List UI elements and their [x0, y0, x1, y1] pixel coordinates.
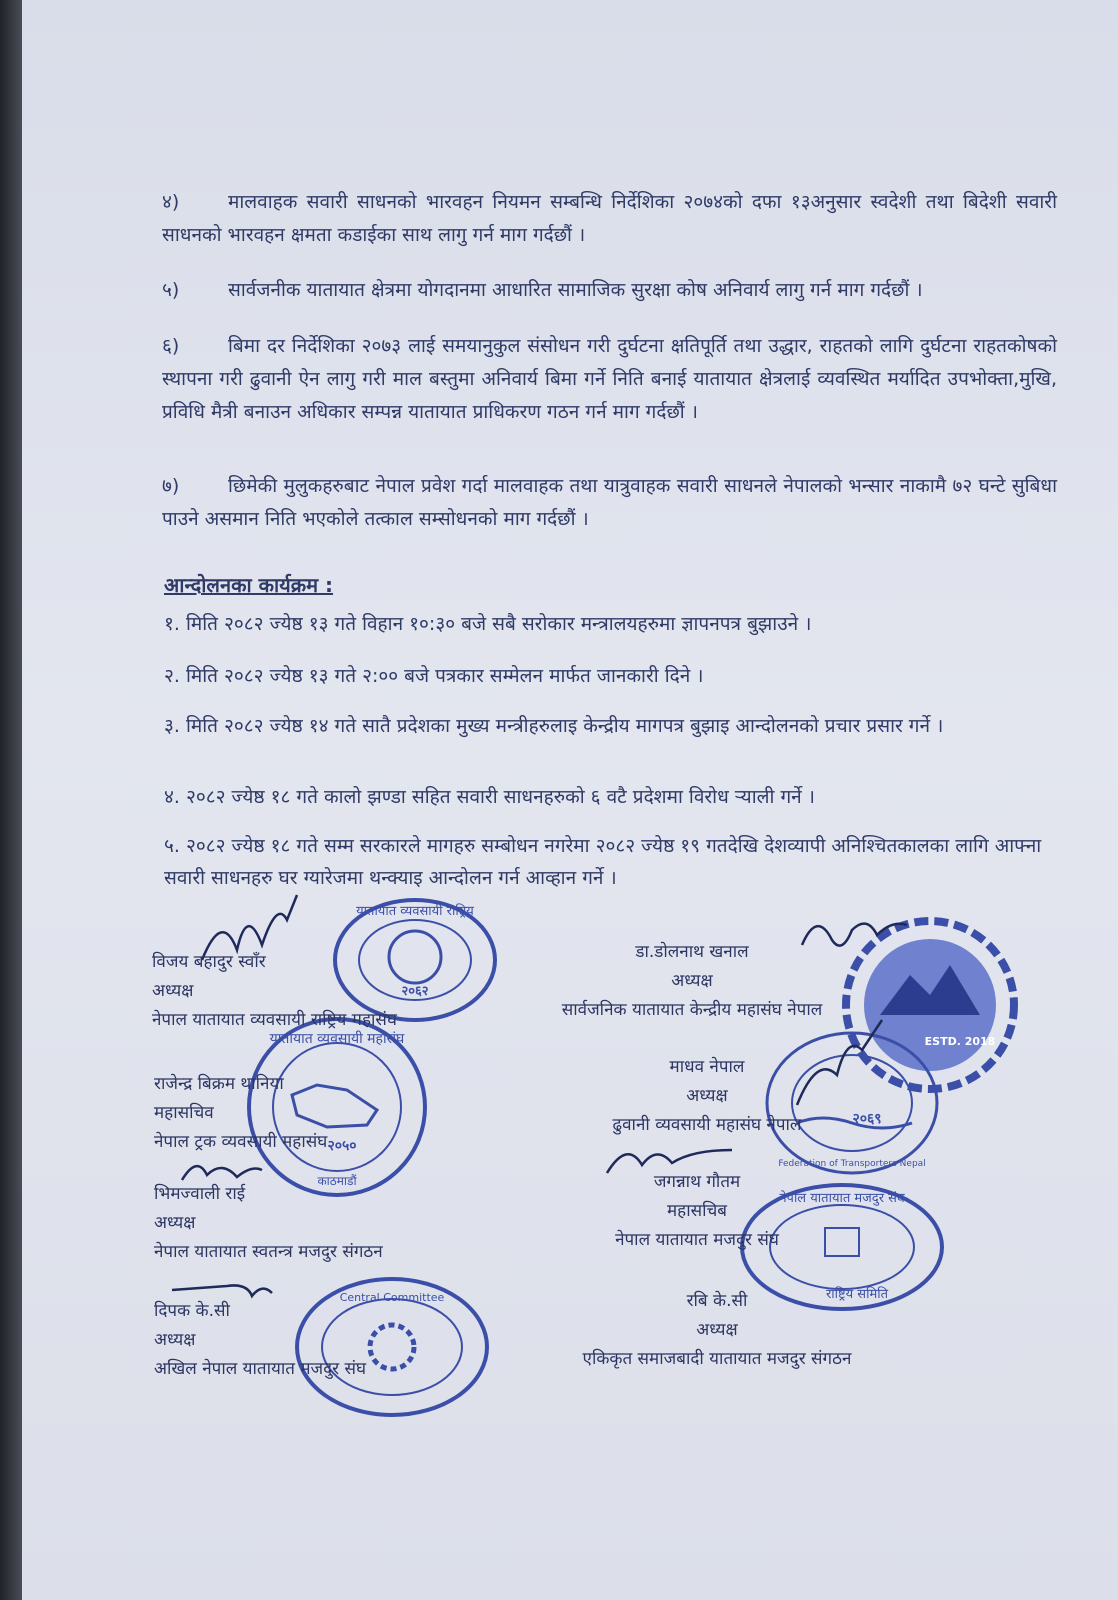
signatory-role: अध्यक्ष — [154, 1213, 196, 1233]
demand-item — [162, 470, 1057, 536]
program-item: १. मिति २०८२ ज्येष्ठ १३ गते विहान १०:३० बजे सबै सरोकार मन्त्रालयहरुमा ज्ञापनपत्र बुझाउने । — [164, 613, 812, 635]
signatory-block — [547, 1053, 867, 1140]
demand-number: ४) — [162, 191, 180, 213]
program-item: ५. २०८२ ज्येष्ठ १८ गते सम्म सरकारले मागहरु सम्बोधन नगरेमा २०८२ ज्येष्ठ १९ गतदेखि देशव्यापी अनिश्चितकालका लागि आफ्ना सवारी साधनहरु घर ग्यारेजमा थन्क्याइ आन्दोलन गर्न आव्हान गर्ने । — [164, 835, 1042, 889]
signatory-block — [552, 1168, 842, 1255]
stamp-year: २०६२ — [401, 984, 429, 999]
program-heading: आन्दोलनका कार्यक्रम : — [164, 573, 334, 597]
demand-text: सार्वजनीक यातायात क्षेत्रमा योगदानमा आधारित सामाजिक सुरक्षा कोष अनिवार्य लागु गर्न माग गर्दछौं । — [228, 279, 923, 301]
signatory-role: अध्यक्ष — [686, 1086, 728, 1106]
program-item: २. मिति २०८२ ज्येष्ठ १३ गते २:०० बजे पत्रकार सम्मेलन मार्फत जानकारी दिने । — [164, 665, 704, 687]
stamp-text: राष्ट्रिय समिति — [825, 1287, 889, 1302]
signatory-name: दिपक के.सी — [154, 1301, 230, 1321]
page-edge-shadow — [0, 0, 22, 1600]
demand-item — [162, 330, 1057, 429]
signatory-org: अखिल नेपाल यातायात मजदुर संघ — [154, 1359, 367, 1379]
program-item: ४. २०८२ ज्येष्ठ १८ गते कालो झण्डा सहित सवारी साधनहरुको ६ वटै प्रदेशमा विरोध ऱ्याली गर्ने । — [164, 786, 815, 808]
stamp-text: Central Committee — [339, 1291, 445, 1304]
signatory-org: ढुवानी व्यवसायी महासंघ नेपाल — [612, 1115, 802, 1135]
demand-number: ५) — [162, 279, 180, 301]
stamp-established: ESTD. 2018 — [924, 1035, 996, 1048]
signatory-org: नेपाल यातायात मजदुर संघ — [615, 1230, 779, 1250]
program-item: ३. मिति २०८२ ज्येष्ठ १४ गते सातै प्रदेशका मुख्य मन्त्रीहरुलाइ केन्द्रीय मागपत्र बुझाइ आन्दोलनको प्रचार प्रसार गर्ने । — [164, 715, 944, 737]
signatory-name: डा.डोलनाथ खनाल — [635, 942, 749, 962]
signatory-role: अध्यक्ष — [154, 1330, 196, 1350]
stamp-text: नेपाल यातायात मजदुर संघ — [779, 1191, 905, 1206]
signatory-block — [154, 1180, 383, 1267]
signatory-name: राजेन्द्र बिक्रम थानिया — [154, 1074, 284, 1094]
demand-number: ६) — [162, 335, 180, 357]
signatory-name: माधव नेपाल — [669, 1057, 745, 1077]
stamp-text: यातायात व्यवसायी महासंघ — [269, 1031, 405, 1047]
signatory-role: अध्यक्ष — [152, 981, 194, 1001]
signatory-org: नेपाल यातायात व्यवसायी राष्ट्रिय महासंघ — [152, 1010, 397, 1030]
signatory-name: रबि के.सी — [686, 1291, 748, 1311]
stamp-year: २०६९ — [852, 1111, 882, 1127]
signatory-org: सार्वजनिक यातायात केन्द्रीय महासंघ नेपाल — [561, 1000, 823, 1020]
signatory-block — [154, 1070, 327, 1157]
demand-item — [162, 274, 1057, 307]
signatory-org: नेपाल यातायात स्वतन्त्र मजदुर संगठन — [154, 1242, 383, 1262]
demand-text: छिमेकी मुलुकहरुबाट नेपाल प्रवेश गर्दा मालवाहक तथा यात्रुवाहक सवारी साधनले नेपालको भन्सार नाकामै ७२ घन्टे सुबिधा पाउने असमान निति भएकोले तत्काल सम्सोधनको माग गर्दछौं । — [162, 475, 1057, 530]
signatory-org: एकिकृत समाजबादी यातायात मजदुर संगठन — [582, 1349, 852, 1369]
signatory-block — [512, 938, 872, 1025]
stamp-text: काठमाडौं — [317, 1174, 357, 1188]
signatory-name: जगन्नाथ गौतम — [653, 1172, 741, 1192]
demand-item — [162, 186, 1057, 252]
signatory-name: विजय बहादुर स्वाँर — [152, 952, 266, 972]
demand-number: ७) — [162, 475, 180, 497]
stamp-text: Federation of Transporters Nepal — [778, 1159, 926, 1169]
stamp-text: यातायात व्यवसायी राष्ट्रिय — [356, 904, 474, 919]
demand-text: बिमा दर निर्देशिका २०७३ लाई समयानुकुल संसोधन गरी दुर्घटना क्षतिपूर्ति तथा उद्धार, राहतको लागि दुर्घटना राहतकोषको स्थापना गरी ढुवानी ऐन लागु गरी माल बस्तुमा अनिवार्य बिमा गर्ने निति बनाई यातायात क्षेत्रलाई व्यवस्थित मर्यादित उपभोक्ता,मुखि, प्रविधि मैत्री बनाउन अधिकार सम्पन्न यातायात प्राधिकरण गठन गर्न माग गर्दछौं । — [162, 335, 1057, 423]
signatory-block — [154, 1297, 366, 1384]
signatory-role: महासचिब — [667, 1201, 727, 1221]
signatory-org: नेपाल ट्रक व्यवसायी महासंघ — [154, 1132, 328, 1152]
signatory-block — [152, 948, 397, 1035]
demand-text: मालवाहक सवारी साधनको भारवहन नियमन सम्बन्धि निर्देशिका २०७४को दफा १३अनुसार स्वदेशी तथा बिदेशी सवारी साधनको भारवहन क्षमता कडाईका साथ लागु गर्न माग गर्दछौं । — [162, 191, 1057, 246]
signatory-role: महासचिव — [154, 1103, 214, 1123]
signatory-role: अध्यक्ष — [671, 971, 713, 991]
signatory-name: भिमज्वाली राई — [154, 1184, 246, 1204]
document-page — [22, 0, 1118, 1600]
stamp-year: २०५० — [327, 1138, 357, 1154]
signatory-role: अध्यक्ष — [696, 1320, 738, 1340]
signatory-block — [547, 1287, 887, 1374]
